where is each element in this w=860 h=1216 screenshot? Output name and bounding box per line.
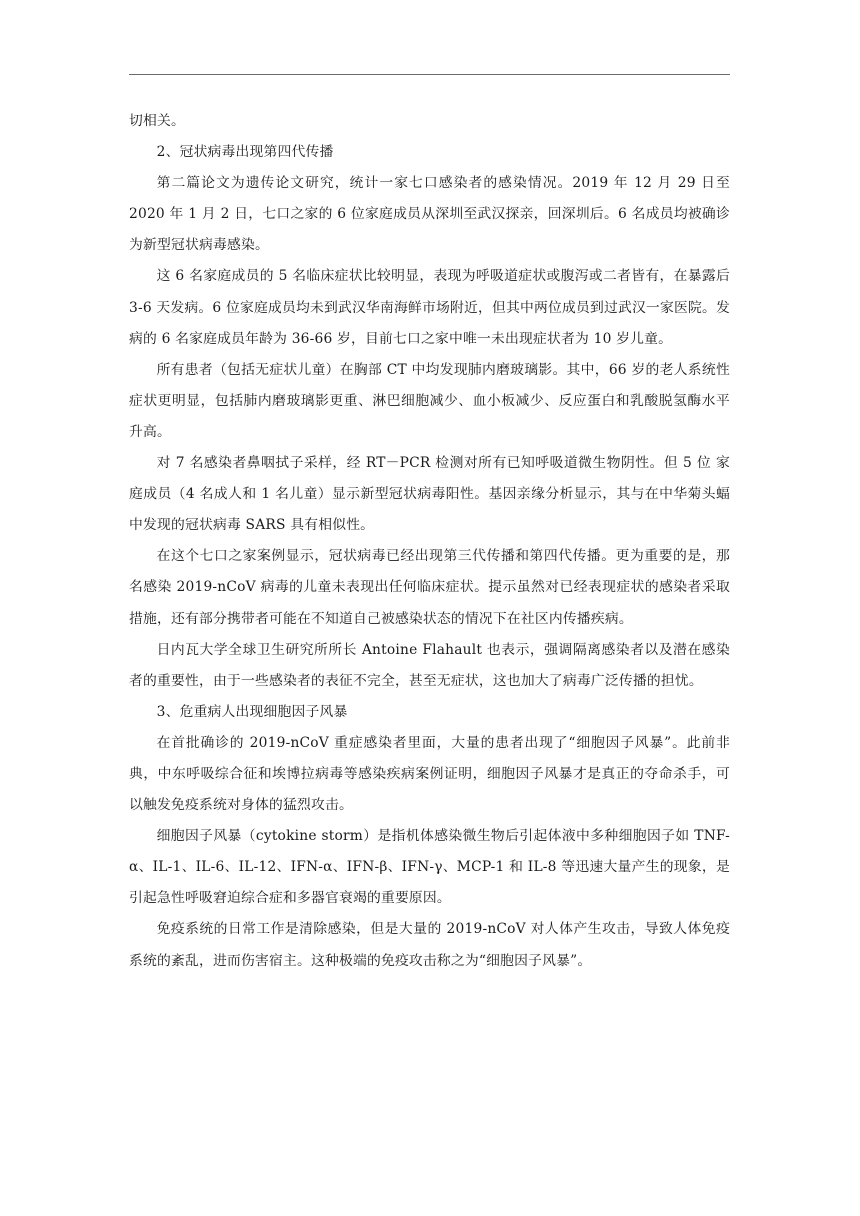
paragraph-severe-cases: 在首批确诊的 2019-nCoV 重症感染者里面，大量的患者出现了“细胞因子风暴”。此前非典，中东呼吸综合征和埃博拉病毒等感染疾病案例证明，细胞因子风暴才是真正的夺命杀手，可以触发免疫系统对身体的猛烈攻击。 (129, 734, 730, 814)
section-heading-cytokine-storm: 3、危重病人出现细胞因子风暴 (156, 703, 348, 720)
document-body (129, 106, 730, 977)
paragraph-ct-findings: 所有患者（包括无症状儿童）在胸部 CT 中均发现肺内磨玻璃影。其中，66 岁的老人系统性症状更明显，包括肺内磨玻璃影更重、淋巴细胞减少、血小板减少、反应蛋白和乳酸脱氢酶水平升高。 (129, 361, 730, 440)
paragraph-flahault-quote: 日内瓦大学全球卫生研究所所长 Antoine Flahault 也表示，强调隔离感染者以及潜在感染者的重要性，由于一些感染者的表征不完全，甚至无症状，这也加大了病毒广泛传播的担忧。 (129, 641, 730, 689)
paragraph-cytokine-definition: 细胞因子风暴（cytokine storm）是指机体感染微生物后引起体液中多种细胞因子如 TNF-α、IL-1、IL-6、IL-12、IFN-α、IFN-β、IFN-γ、MCP-1 和 IL-8 等迅速大量产生的现象，是引起急性呼吸窘迫综合症和多器官衰竭的重要原因。 (129, 828, 730, 907)
paragraph-symptoms: 这 6 名家庭成员的 5 名临床症状比较明显，表现为呼吸道症状或腹泻或二者皆有，在暴露后 3-6 天发病。6 位家庭成员均未到武汉华南海鲜市场附近，但其中两位成员到过武汉一家医院。发病的 6 名家庭成员年龄为 36-66 岁，目前七口之家中唯一未出现症状者为 10 岁儿童。 (129, 268, 730, 347)
paragraph-family-study: 第二篇论文为遗传论文研究，统计一家七口感染者的感染情况。2019 年 12 月 29 日至 2020 年 1 月 2 日，七口之家的 6 位家庭成员从深圳至武汉探亲，回深圳后。6 名成员均被确诊为新型冠状病毒感染。 (129, 175, 730, 254)
paragraph-transmission: 在这个七口之家案例显示，冠状病毒已经出现第三代传播和第四代传播。更为重要的是，那名感染 2019-nCoV 病毒的儿童未表现出任何临床症状。提示虽然对已经表现症状的感染者采取措施，还有部分携带者可能在不知道自己被感染状态的情况下在社区内传播疾病。 (129, 548, 730, 627)
paragraph-continuation: 切相关。 (129, 113, 185, 129)
section-heading-fourth-generation: 2、冠状病毒出现第四代传播 (156, 144, 334, 161)
paragraph-immune-system: 免疫系统的日常工作是清除感染，但是大量的 2019-nCoV 对人体产生攻击，导致人体免疫系统的紊乱，进而伤害宿主。这种极端的免疫攻击称之为“细胞因子风暴”。 (129, 921, 730, 969)
header-rule (129, 74, 730, 75)
paragraph-pcr-testing: 对 7 名感染者鼻咽拭子采样，经 RT－PCR 检测对所有已知呼吸道微生物阴性。但 5 位 家庭成员（4 名成人和 1 名儿童）显示新型冠状病毒阳性。基因亲缘分析显示，其与在中华菊头蝠中发现的冠状病毒 SARS 具有相似性。 (129, 455, 730, 534)
